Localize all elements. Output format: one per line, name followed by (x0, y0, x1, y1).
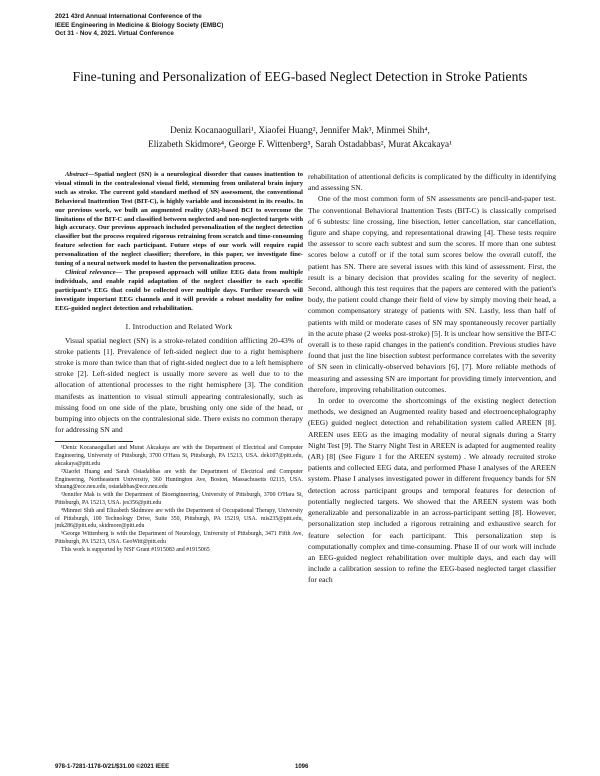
body-paragraph: In order to overcome the shortcomings of the existing neglect detection methods, we designed an Augmented reality based and electroencephalography (EEG) guided neglect detection and rehabilitation system called AREEN [8]. AREEN uses EEG as the imaging modality of neural signals during a Starry Night Test [9]. The Starry Night Test in AREEN is adapted for augmented reality (AR) [8] (See Figure 1 for the AREEN system) . We already recruited stroke patients and collected EEG data, and performed Phase I analyses of the AREEN system. Phase I analyses investigated power in different frequency bands for SN detection across participant groups and temporal features for detection of potentially neglected targets. We showed that the AREEN system was both generalizable and personalizable in an across-participant setting [8]. However, personalization step included a rigorous retraining and exhaustive search for feature selection for each participant. This personalization step is computationally complex and time-consuming. Phase II of our work will include an EEG-guided neglect rehabilitation over multiple days, and each day will include a calibration session to refine the EEG-based neglected target classifier for each (308, 396, 556, 585)
conference-line: IEEE Engineering in Medicine & Biology Society (EMBC) (55, 21, 224, 29)
clinical-relevance-text: — The proposed approach will utilize EEG data from multiple individuals, and enable rapid adaptation of the neglect classifier to each specific participant's EEG that could be collected over multiple days. Further research will investigate important EEG channels and it will provide a robust modality for online EEG-guided neglect detection and rehabilitation. (55, 268, 303, 312)
footnote: ¹Deniz Kocanaogullari and Murat Akcakaya are with the Department of Electrical and Computer Engineering, University of Pittsburgh, 3700 O'Hara St, Pittsburgh, PA 15213, USA. dek107@pitt.edu, akcakaya@pitt.edu (55, 445, 303, 467)
footnote: This work is supported by NSF Grant #1915083 and #1915065 (61, 546, 210, 553)
abstract (55, 171, 303, 269)
body-paragraph: One of the most common form of SN assessments are pencil-and-paper test. The conventional Behavioral Inattention Tests (BIT-C) is classically comprised of 6 subtests: line crossing, line bisection, letter cancellation, star cancellation, figure and shape copying, and representational drawing [4]. These tests require the assessor to score each subtest and sum the scores. If more than one subtest scores below a cutoff or if the total sum scores below the overall cutoff, the patient has SN. There are several issues with this kind of assessment. First, the result is a binary decision that provides scaling for the severity of neglect. Second, although this test requires that the papers are centered with the patient's body, the patient could change their field of view by simply moving their head, a common compensatory strategy of patients with SN. Lastly, less than half of patients with mild or moderate cases of SN may spontaneously recover partially in the acute phase (2 weeks post-stroke) [5]. It is unclear how sensitive the BIT-C overall is to these rapid changes in the patient's condition. Previous studies have found that just the line bisection subtest performance correlates with the severity of SN seen in clinically-observed behaviors [6], [7]. More reliable methods of measuring and assessing SN are important for providing timely intervention, and therefore, improving rehabilitation outcomes. (308, 194, 556, 394)
abstract-label: Abstract (65, 171, 88, 178)
footnote: ⁵George Wittenberg is with the Department of Neurology, University of Pittsburgh, 3471 Fifth Ave, Pittsburgh, PA 15213, USA. GeoWitt@pitt.edu (55, 531, 303, 545)
footnote: ³Jennifer Mak is with the Department of Bioengineering, University of Pittsburgh, 3700 O'Hara St, Pittsburgh, PA 15213, USA. jes356@pitt.edu (55, 492, 303, 506)
footnote: ²Xiaofei Huang and Sarah Ostadabbas are with the Department of Electrical and Computer Engineering, Northeastern University, 360 Huntington Ave, Boston, Massachusetts 02115, USA. xhuang@ece.neu.edu, ostadabbas@ece.neu.edu (55, 468, 303, 491)
paper-title: Fine-tuning and Personalization of EEG-based Neglect Detection in Stroke Patients (72, 69, 528, 84)
intro-paragraph: Visual spatial neglect (SN) is a stroke-related condition afflicting 20-43% of stroke patients [1]. Prevalence of left-sided neglect due to a right hemisphere stroke is more than twice than that of right-sided neglect due to a left hemisphere stroke [2]. Left-sided neglect is usually more severe as well due to to the allocation of attentional processes to the right hemisphere [3]. The condition manifests as inattention to visual stimuli appearing contralesionally, such as missing food on one side of the plate, brushing only one side of the head, or bumping into objects on the contralesional side. There exists no common therapy for addressing SN and (55, 335, 303, 435)
author-line: Deniz Kocanaogullari¹, Xiaofei Huang², Jennifer Mak³, Minmei Shih⁴, (170, 125, 430, 135)
author-line: Elizabeth Skidmore⁴, George F. Wittenberg⁵, Sarah Ostadabbas², Murat Akcakaya¹ (148, 138, 452, 149)
copyright-line: 978-1-7281-1178-0/21/$31.00 ©2021 IEEE (55, 764, 170, 770)
body-paragraph: rehabilitation of attentional deficits is complicated by the difficulty in identifying and assessing SN. (308, 172, 556, 193)
footnote-divider (55, 441, 133, 442)
author-list (40, 124, 560, 152)
conference-header (55, 13, 375, 39)
clinical-relevance-label: Clinical relevance (65, 268, 116, 276)
conference-line: Oct 31 - Nov 4, 2021. Virtual Conference (55, 30, 174, 38)
section-heading: I. Introduction and Related Work (125, 321, 233, 331)
left-column (55, 171, 303, 554)
clinical-relevance (55, 269, 303, 314)
page-number: 1096 (295, 764, 309, 770)
footnote: ⁴Minmei Shih and Elizabeth Skidmore are with the Department of Occupational Therapy, University of Pittsburgh, 100 Technology Drive, Suite 350, Pittsburgh, PA 15219, USA. mis235@pitt.edu, jmk286@pitt.edu, skidmore@pitt.edu (55, 507, 303, 530)
right-column (308, 171, 556, 586)
conference-line: 2021 43rd Annual International Conference of the (55, 13, 202, 20)
abstract-text: —Spatial neglect (SN) is a neurological disorder that causes inattention to visual stimuli in the contralesional visual field, stemming from unilateral brain injury such as stroke. The current gold standard method of SN assessment, the conventional Behavioral Inattention Test (BIT-C), is highly variable and inconsistent in its results. In our previous work, we built an augmented reality (AR)-based BCI to overcome the limitations of the BIT-C and classified between neglected and non-neglected targets with high accuracy. Our previous approach included personalization of the neglect detection classifier but the process required rigorous retraining from scratch and time-consuming feature selection for each participant. Future steps of our work will require rapid personalization of the neglect classifier; therefore, in this paper, we investigate fine-tuning of a neural network model to hasten the personalization process. (55, 171, 303, 268)
